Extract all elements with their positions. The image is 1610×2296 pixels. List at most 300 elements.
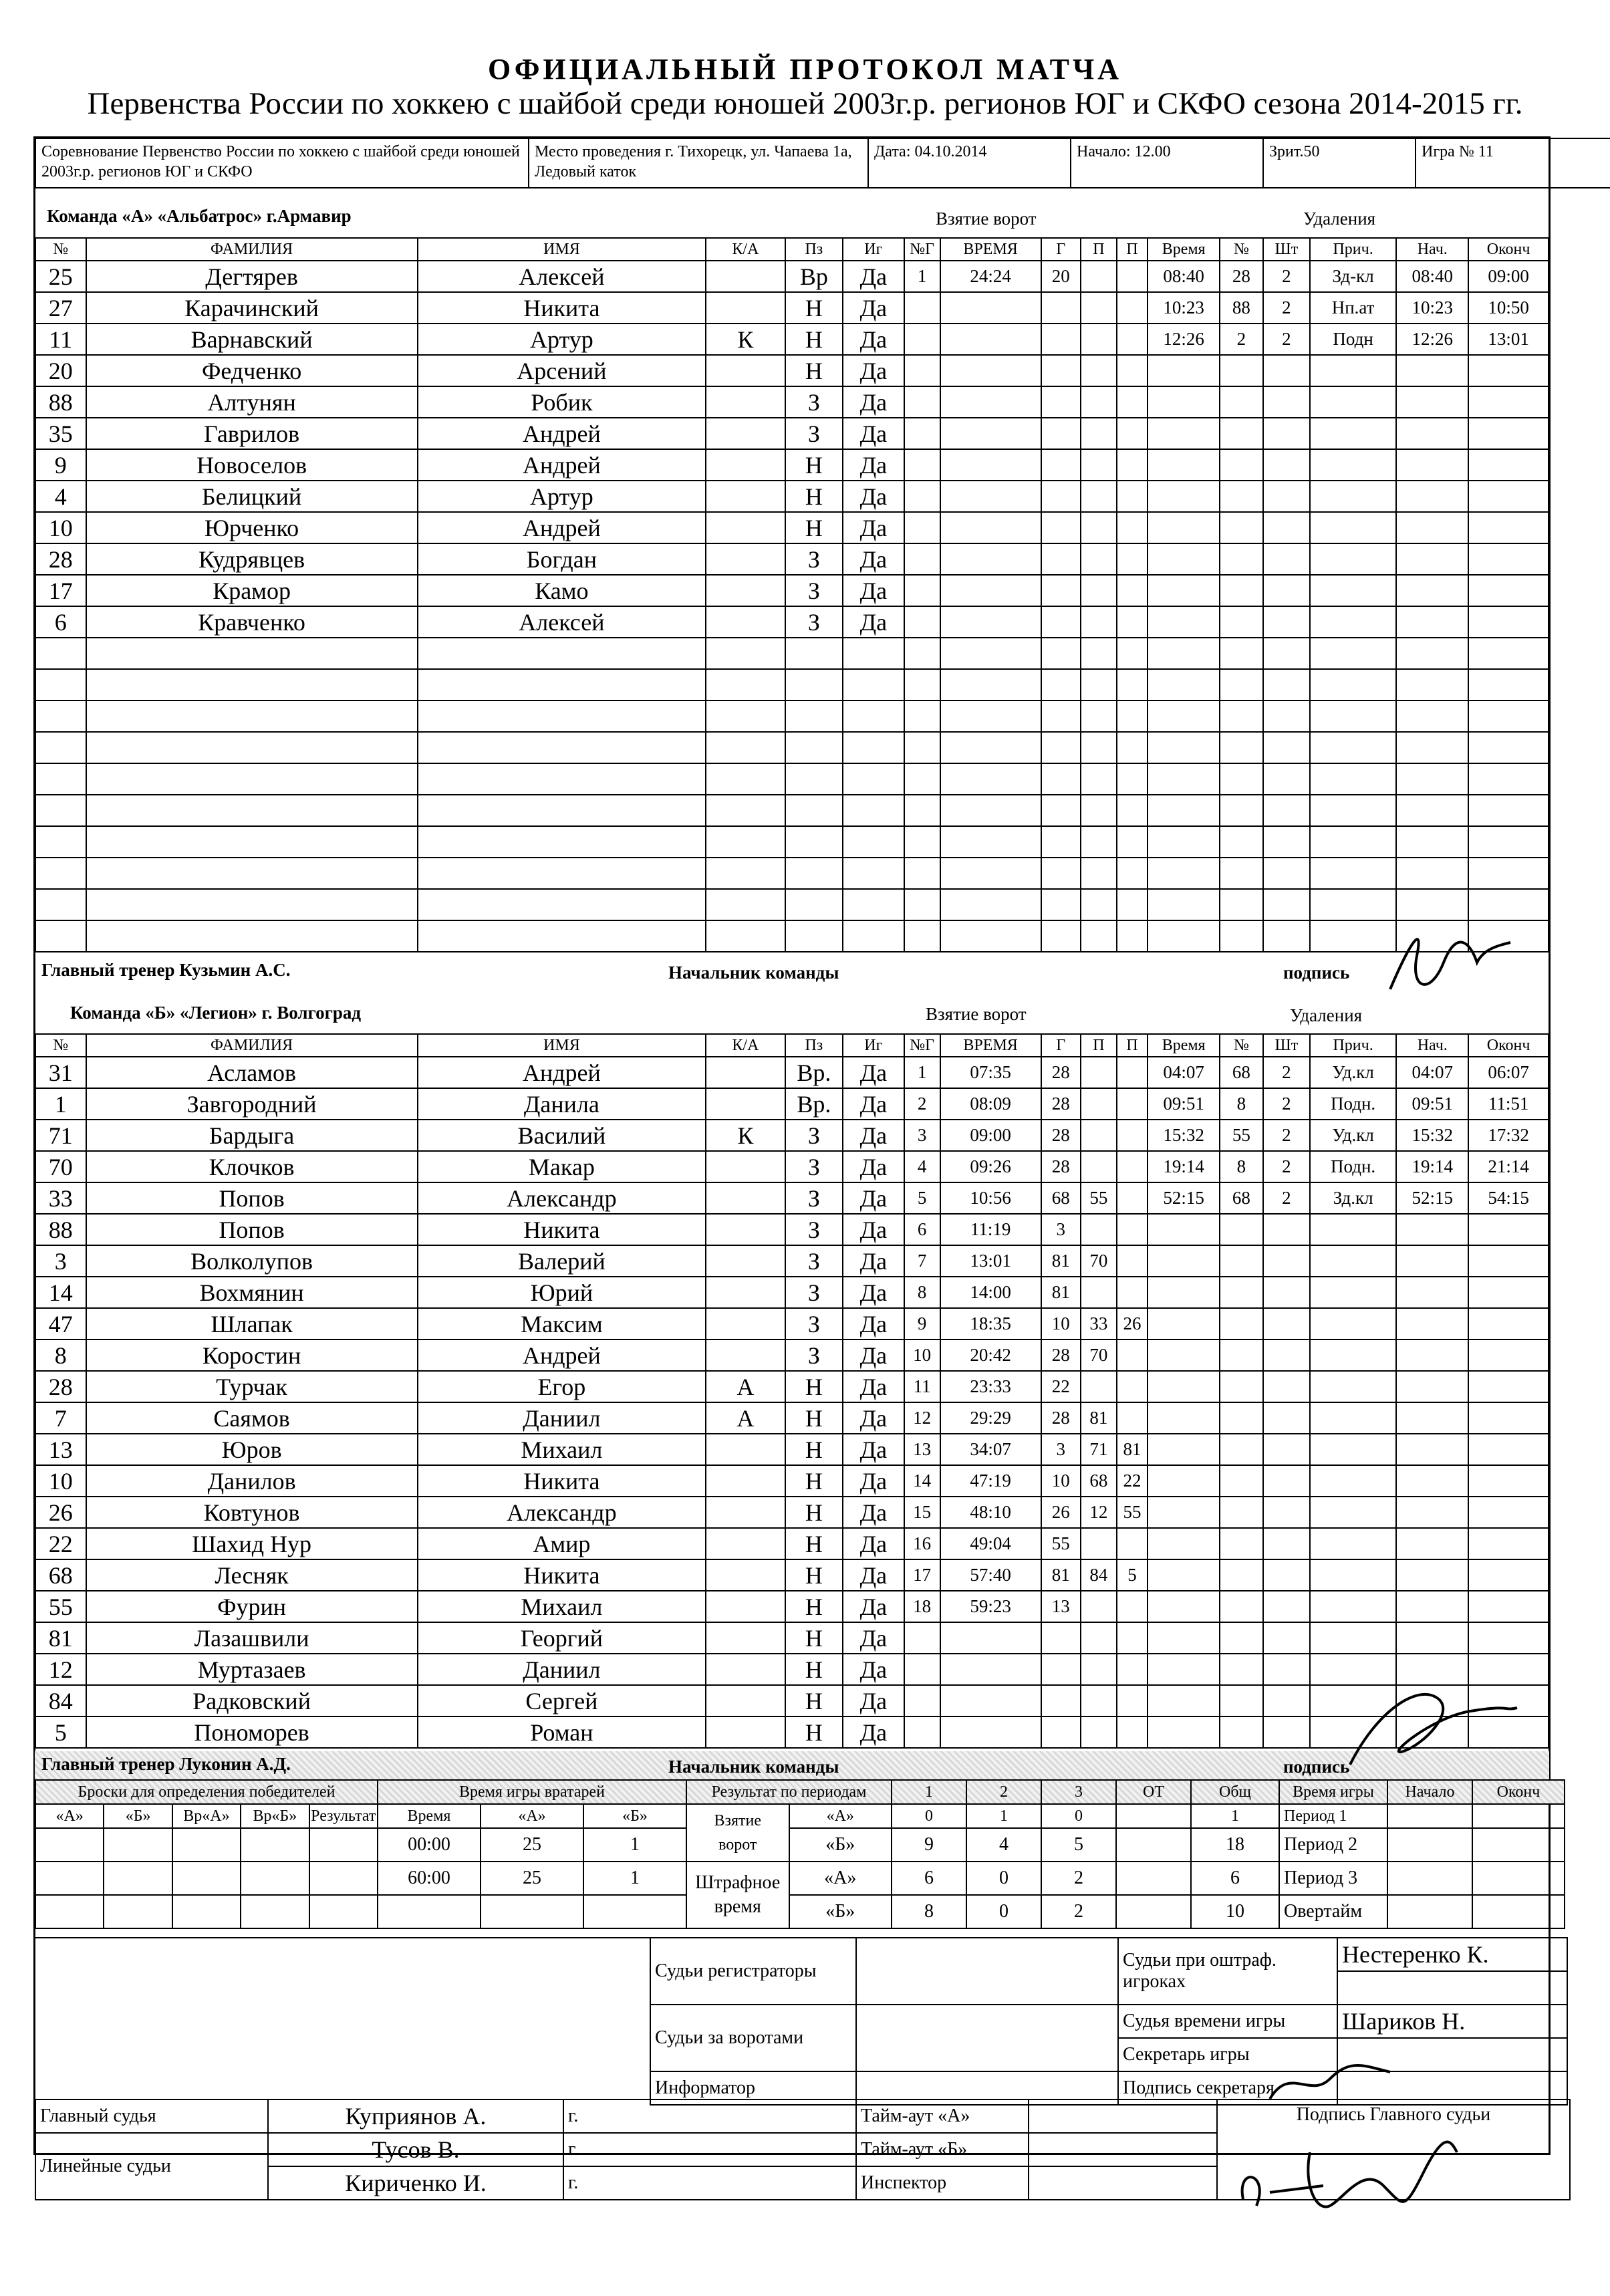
- player-cell: [706, 1214, 785, 1245]
- col-header-pen_time: Время: [1148, 238, 1220, 261]
- player-cell: 88: [35, 1214, 86, 1245]
- penalty-cell: [1468, 512, 1549, 543]
- gk-row-1-b: 1: [583, 1828, 686, 1862]
- pim-a-tag: «А»: [789, 1862, 892, 1895]
- table-row: [35, 1214, 1549, 1245]
- penalty-cell: [1396, 606, 1468, 638]
- player-cell: 35: [35, 418, 86, 449]
- penalty-cell: [1263, 1465, 1310, 1497]
- goal-cell: 23:33: [940, 1371, 1041, 1402]
- goal-cell: 68: [1041, 1182, 1081, 1214]
- goal-cell: [1081, 512, 1117, 543]
- goal-cell: [1117, 1182, 1148, 1214]
- penalty-cell: [1148, 1559, 1220, 1591]
- goal-cell: [1041, 449, 1081, 481]
- player-cell: Сергей: [418, 1685, 706, 1716]
- table-row: [35, 1559, 1549, 1591]
- player-cell: Да: [843, 1088, 904, 1120]
- player-cell: [706, 638, 785, 669]
- player-cell: Попов: [86, 1182, 418, 1214]
- penalty-cell: [1396, 386, 1468, 418]
- goal-cell: [1117, 1277, 1148, 1308]
- goal-cell: 48:10: [940, 1497, 1041, 1528]
- goal-cell: 7: [904, 1245, 940, 1277]
- player-cell: [706, 1465, 785, 1497]
- inspector-label: Инспектор: [856, 2166, 1029, 2200]
- goal-cell: 26: [1117, 1308, 1148, 1340]
- shootout-col-gk-a: Вр«А»: [172, 1804, 241, 1828]
- player-cell: К: [706, 324, 785, 355]
- player-cell: [843, 920, 904, 952]
- goal-cell: [1081, 1371, 1117, 1402]
- penalty-cell: 12:26: [1396, 324, 1468, 355]
- player-cell: 26: [35, 1497, 86, 1528]
- player-cell: [706, 1716, 785, 1748]
- player-cell: 3: [35, 1245, 86, 1277]
- goal-cell: [1041, 889, 1081, 920]
- penalty-cell: [1468, 1497, 1549, 1528]
- penalty-cell: [1263, 1245, 1310, 1277]
- player-cell: [706, 1308, 785, 1340]
- player-cell: Н: [785, 1497, 843, 1528]
- col-header-pen_min: Шт: [1263, 1034, 1310, 1057]
- player-cell: Андрей: [418, 1340, 706, 1371]
- penalty-cell: [1220, 355, 1263, 386]
- goal-cell: [1117, 669, 1148, 700]
- goal-cell: [1081, 261, 1117, 292]
- period-col-2: 2: [966, 1780, 1041, 1804]
- goal-cell: [940, 858, 1041, 889]
- pim-a-ot: [1116, 1862, 1191, 1895]
- table-row: [35, 1057, 1549, 1088]
- player-cell: [706, 1151, 785, 1182]
- penalty-cell: Нп.ат: [1310, 292, 1396, 324]
- goal-cell: [1081, 1716, 1117, 1748]
- penalty-cell: [1148, 1685, 1220, 1716]
- penalty-cell: [1148, 858, 1220, 889]
- goal-cell: [1117, 324, 1148, 355]
- table-row: [35, 1308, 1549, 1340]
- penalty-cell: [1220, 575, 1263, 606]
- col-header-name: ИМЯ: [418, 1034, 706, 1057]
- player-cell: Вохмянин: [86, 1277, 418, 1308]
- penalty-cell: 2: [1263, 1088, 1310, 1120]
- goal-cell: [1081, 1120, 1117, 1151]
- player-cell: Да: [843, 324, 904, 355]
- player-cell: К: [706, 1120, 785, 1151]
- goal-cell: [1117, 449, 1148, 481]
- goal-cell: 2: [904, 1088, 940, 1120]
- player-cell: Да: [843, 355, 904, 386]
- goal-cell: 81: [1081, 1402, 1117, 1434]
- penalty-cell: [1263, 1559, 1310, 1591]
- goal-cell: [940, 1716, 1041, 1748]
- penalty-cell: [1396, 1465, 1468, 1497]
- player-cell: Клочков: [86, 1151, 418, 1182]
- player-cell: Н: [785, 481, 843, 512]
- player-cell: [35, 763, 86, 795]
- penalty-cell: [1396, 575, 1468, 606]
- player-cell: Н: [785, 1716, 843, 1748]
- penalty-cell: [1468, 1465, 1549, 1497]
- goal-cell: [904, 386, 940, 418]
- player-cell: 7: [35, 1402, 86, 1434]
- goal-cell: 4: [904, 1151, 940, 1182]
- gk-col-a: «А»: [481, 1804, 583, 1828]
- goal-cell: [1117, 1402, 1148, 1434]
- penalty-cell: 09:51: [1148, 1088, 1220, 1120]
- team-a-roster: [35, 237, 1549, 952]
- player-cell: [418, 700, 706, 732]
- player-cell: [706, 1057, 785, 1088]
- player-cell: [706, 732, 785, 763]
- goal-cell: 68: [1081, 1465, 1117, 1497]
- goals-a-ot: [1116, 1804, 1191, 1828]
- goal-cell: 09:26: [940, 1151, 1041, 1182]
- penalty-cell: [1396, 669, 1468, 700]
- col-header-num: №: [35, 238, 86, 261]
- penalty-cell: [1220, 1497, 1263, 1528]
- secretary-signature-icon: [1263, 2059, 1397, 2106]
- player-cell: Ковтунов: [86, 1497, 418, 1528]
- penalty-cell: [1263, 669, 1310, 700]
- penalty-cell: [1468, 1308, 1549, 1340]
- player-cell: Н: [785, 1528, 843, 1559]
- player-cell: Александр: [418, 1497, 706, 1528]
- player-cell: Фурин: [86, 1591, 418, 1622]
- goal-cell: 08:09: [940, 1088, 1041, 1120]
- timeout-a-label: Тайм-аут «А»: [856, 2099, 1029, 2133]
- goal-cell: 28: [1041, 1057, 1081, 1088]
- player-cell: 12: [35, 1654, 86, 1685]
- col-header-goal_num: №Г: [904, 238, 940, 261]
- penalty-cell: [1263, 512, 1310, 543]
- game-number-cell: Игра № 11: [1416, 138, 1610, 188]
- goal-cell: [1117, 512, 1148, 543]
- pim-b-p2: 0: [966, 1895, 1041, 1928]
- player-cell: Арсений: [418, 355, 706, 386]
- table-row: [35, 1277, 1549, 1308]
- goal-cell: [1081, 481, 1117, 512]
- goal-cell: [1117, 292, 1148, 324]
- penalty-cell: [1148, 1465, 1220, 1497]
- goal-cell: [1041, 638, 1081, 669]
- player-cell: Данилов: [86, 1465, 418, 1497]
- goal-cell: 16: [904, 1528, 940, 1559]
- penalty-cell: [1148, 512, 1220, 543]
- player-cell: [35, 889, 86, 920]
- goal-cell: [1041, 795, 1081, 826]
- player-cell: Н: [785, 1465, 843, 1497]
- goal-cell: [1117, 543, 1148, 575]
- goals-b-ot: [1116, 1828, 1191, 1862]
- player-cell: [706, 763, 785, 795]
- penalty-cell: 28: [1220, 261, 1263, 292]
- goal-cell: [940, 1654, 1041, 1685]
- table-row: [35, 355, 1549, 386]
- goal-cell: 84: [1081, 1559, 1117, 1591]
- penalty-cell: [1468, 575, 1549, 606]
- goal-cell: [1081, 292, 1117, 324]
- referee-label: Главный судья: [35, 2099, 268, 2133]
- penalty-cell: [1468, 481, 1549, 512]
- player-cell: Да: [843, 1151, 904, 1182]
- player-cell: 4: [35, 481, 86, 512]
- player-cell: [35, 732, 86, 763]
- player-cell: Да: [843, 1591, 904, 1622]
- goal-cell: [1117, 606, 1148, 638]
- player-cell: Н: [785, 292, 843, 324]
- competition-cell: Соревнование Первенство России по хоккею с шайбой среди юношей 2003г.р. регионов ЮГ и СКФО: [35, 138, 529, 188]
- penalty-cell: 52:15: [1396, 1182, 1468, 1214]
- penalty-cell: [1220, 858, 1263, 889]
- player-cell: Да: [843, 1685, 904, 1716]
- player-cell: З: [785, 1182, 843, 1214]
- goal-cell: 28: [1041, 1151, 1081, 1182]
- goal-cell: [940, 889, 1041, 920]
- player-cell: Муртазаев: [86, 1654, 418, 1685]
- goal-cell: 13: [1041, 1591, 1081, 1622]
- penalty-cell: [1148, 1497, 1220, 1528]
- goal-cell: [1117, 732, 1148, 763]
- secretary-label: Секретарь игры: [1118, 2038, 1337, 2071]
- goal-cell: [1117, 261, 1148, 292]
- periods-title: Результат по периодам: [686, 1780, 892, 1804]
- penalty-cell: [1310, 1402, 1396, 1434]
- player-cell: [843, 669, 904, 700]
- penalty-cell: [1468, 1214, 1549, 1245]
- player-cell: [418, 763, 706, 795]
- penalty-cell: [1220, 543, 1263, 575]
- goal-cell: 18: [904, 1591, 940, 1622]
- goal-cell: [1081, 858, 1117, 889]
- game-time-title: Время игры: [1279, 1780, 1387, 1804]
- goal-cell: 12: [904, 1402, 940, 1434]
- goal-cell: 71: [1081, 1434, 1117, 1465]
- player-cell: Бардыга: [86, 1120, 418, 1151]
- goal-cell: [904, 512, 940, 543]
- timeout-b-label: Тайм-аут «Б»: [856, 2133, 1029, 2166]
- player-cell: 1: [35, 1088, 86, 1120]
- team-b-signature-icon: [1337, 1671, 1524, 1771]
- pim-b-p3: 2: [1041, 1895, 1116, 1928]
- table-row: [35, 669, 1549, 700]
- table-row: [35, 700, 1549, 732]
- penalty-cell: [1263, 418, 1310, 449]
- player-cell: Да: [843, 1182, 904, 1214]
- referee-city: г.: [563, 2099, 856, 2133]
- goal-cell: [1041, 669, 1081, 700]
- table-row: [35, 543, 1549, 575]
- penalty-cell: [1396, 1371, 1468, 1402]
- penalty-cell: [1148, 920, 1220, 952]
- player-cell: З: [785, 386, 843, 418]
- penalty-cell: [1310, 355, 1396, 386]
- player-cell: [86, 826, 418, 858]
- penalty-cell: Уд.кл: [1310, 1057, 1396, 1088]
- player-cell: Да: [843, 418, 904, 449]
- player-cell: Да: [843, 1559, 904, 1591]
- penalty-cell: [1468, 1591, 1549, 1622]
- goal-cell: [940, 732, 1041, 763]
- player-cell: [86, 889, 418, 920]
- player-cell: [418, 795, 706, 826]
- goal-cell: [1041, 826, 1081, 858]
- penalty-cell: [1468, 700, 1549, 732]
- penalty-cell: [1396, 1214, 1468, 1245]
- penalty-cell: [1263, 826, 1310, 858]
- goals-a-tag: «А»: [789, 1804, 892, 1828]
- penalty-cell: [1468, 826, 1549, 858]
- team-b-chief: Начальник команды: [668, 1757, 839, 1777]
- goal-cell: [1117, 1057, 1148, 1088]
- player-cell: З: [785, 1245, 843, 1277]
- goal-cell: 81: [1117, 1434, 1148, 1465]
- goal-cell: 9: [904, 1308, 940, 1340]
- penalty-cell: [1263, 1685, 1310, 1716]
- player-cell: [706, 575, 785, 606]
- pim-b-p1: 8: [892, 1895, 966, 1928]
- player-cell: 88: [35, 386, 86, 418]
- goal-cell: [1117, 1245, 1148, 1277]
- penalty-cell: [1468, 763, 1549, 795]
- penalty-cell: [1263, 1497, 1310, 1528]
- player-cell: З: [785, 1308, 843, 1340]
- goal-cell: [940, 795, 1041, 826]
- col-header-ka: К/А: [706, 238, 785, 261]
- table-row: [35, 261, 1549, 292]
- player-cell: [843, 889, 904, 920]
- player-cell: [86, 920, 418, 952]
- penalty-cell: [1310, 1214, 1396, 1245]
- penalty-cell: [1148, 1716, 1220, 1748]
- team-a-title: Команда «А» «Альбатрос» г.Армавир: [47, 206, 352, 226]
- goal-cell: [1081, 324, 1117, 355]
- team-b-title: Команда «Б» «Легион» г. Волгоград: [70, 1003, 362, 1023]
- goal-cell: [1117, 1528, 1148, 1559]
- player-cell: [843, 826, 904, 858]
- penalty-cell: [1148, 1591, 1220, 1622]
- player-cell: Да: [843, 481, 904, 512]
- penalty-cell: [1468, 386, 1549, 418]
- penalty-cell: [1396, 481, 1468, 512]
- team-b-coach: Главный тренер Луконин А.Д.: [41, 1754, 291, 1774]
- goal-cell: [1117, 638, 1148, 669]
- player-cell: [35, 638, 86, 669]
- goals-b-tag: «Б»: [789, 1828, 892, 1862]
- goal-cell: [1117, 826, 1148, 858]
- player-cell: Юров: [86, 1434, 418, 1465]
- table-row: [35, 481, 1549, 512]
- goal-cell: 81: [1041, 1559, 1081, 1591]
- goal-cell: [940, 826, 1041, 858]
- player-cell: З: [785, 418, 843, 449]
- goal-cell: 49:04: [940, 1528, 1041, 1559]
- table-row: [35, 1716, 1549, 1748]
- penalty-cell: [1263, 1277, 1310, 1308]
- player-cell: Н: [785, 1685, 843, 1716]
- goal-cell: [904, 1685, 940, 1716]
- penalty-cell: [1396, 1277, 1468, 1308]
- table-row: [35, 1591, 1549, 1622]
- penalty-cell: [1263, 700, 1310, 732]
- penalty-cell: [1396, 1340, 1468, 1371]
- goal-cell: [940, 355, 1041, 386]
- player-cell: [843, 638, 904, 669]
- table-row: [35, 1465, 1549, 1497]
- goal-cell: 8: [904, 1277, 940, 1308]
- player-cell: [785, 638, 843, 669]
- col-header-p2: П: [1117, 238, 1148, 261]
- col-header-pen_end: Оконч: [1468, 1034, 1549, 1057]
- player-cell: Шлапак: [86, 1308, 418, 1340]
- player-cell: [706, 1559, 785, 1591]
- penalty-cell: [1263, 889, 1310, 920]
- player-cell: [785, 889, 843, 920]
- col-header-pen_min: Шт: [1263, 238, 1310, 261]
- penalty-cell: [1396, 1308, 1468, 1340]
- penalty-cell: [1396, 638, 1468, 669]
- player-cell: Робик: [418, 386, 706, 418]
- goal-cell: [1117, 920, 1148, 952]
- team-a-signature-icon: [1370, 916, 1517, 1003]
- player-cell: [706, 512, 785, 543]
- penalty-cell: [1396, 700, 1468, 732]
- table-row: [35, 386, 1549, 418]
- goals-b-total: 18: [1191, 1828, 1279, 1862]
- penalty-cell: [1310, 1371, 1396, 1402]
- goal-cell: [1081, 1277, 1117, 1308]
- timekeeper-name: Шариков Н.: [1337, 2005, 1567, 2038]
- period-2-label: Период 2: [1279, 1828, 1387, 1862]
- player-cell: [418, 826, 706, 858]
- goal-cell: [1041, 575, 1081, 606]
- penalty-cell: [1148, 889, 1220, 920]
- goals-b-p3: 5: [1041, 1828, 1116, 1862]
- goal-cell: [940, 543, 1041, 575]
- col-header-pos: Пз: [785, 238, 843, 261]
- player-cell: Федченко: [86, 355, 418, 386]
- goal-cell: [1041, 481, 1081, 512]
- penalty-cell: [1220, 1277, 1263, 1308]
- player-cell: 5: [35, 1716, 86, 1748]
- penalty-cell: 04:07: [1148, 1057, 1220, 1088]
- penalty-cell: 08:40: [1396, 261, 1468, 292]
- penalty-cell: [1220, 1308, 1263, 1340]
- penalty-cell: 08:40: [1148, 261, 1220, 292]
- penalty-cell: [1396, 732, 1468, 763]
- penalty-cell: [1310, 418, 1396, 449]
- penalty-cell: [1263, 795, 1310, 826]
- shootout-col-a: «А»: [35, 1804, 104, 1828]
- penalty-cell: [1263, 606, 1310, 638]
- player-cell: А: [706, 1402, 785, 1434]
- player-cell: [706, 826, 785, 858]
- goal-cell: [904, 1716, 940, 1748]
- penalty-cell: [1148, 763, 1220, 795]
- penalty-cell: [1310, 512, 1396, 543]
- player-cell: 70: [35, 1151, 86, 1182]
- shootout-title: Броски для определения победителей: [35, 1780, 378, 1804]
- penalty-cell: [1396, 1591, 1468, 1622]
- table-row: [35, 920, 1549, 952]
- penalty-cell: [1148, 1622, 1220, 1654]
- player-cell: [706, 920, 785, 952]
- penalty-cell: [1263, 1591, 1310, 1622]
- penalty-cell: 2: [1220, 324, 1263, 355]
- penalty-cell: [1468, 606, 1549, 638]
- shootout-col-b: «Б»: [104, 1804, 172, 1828]
